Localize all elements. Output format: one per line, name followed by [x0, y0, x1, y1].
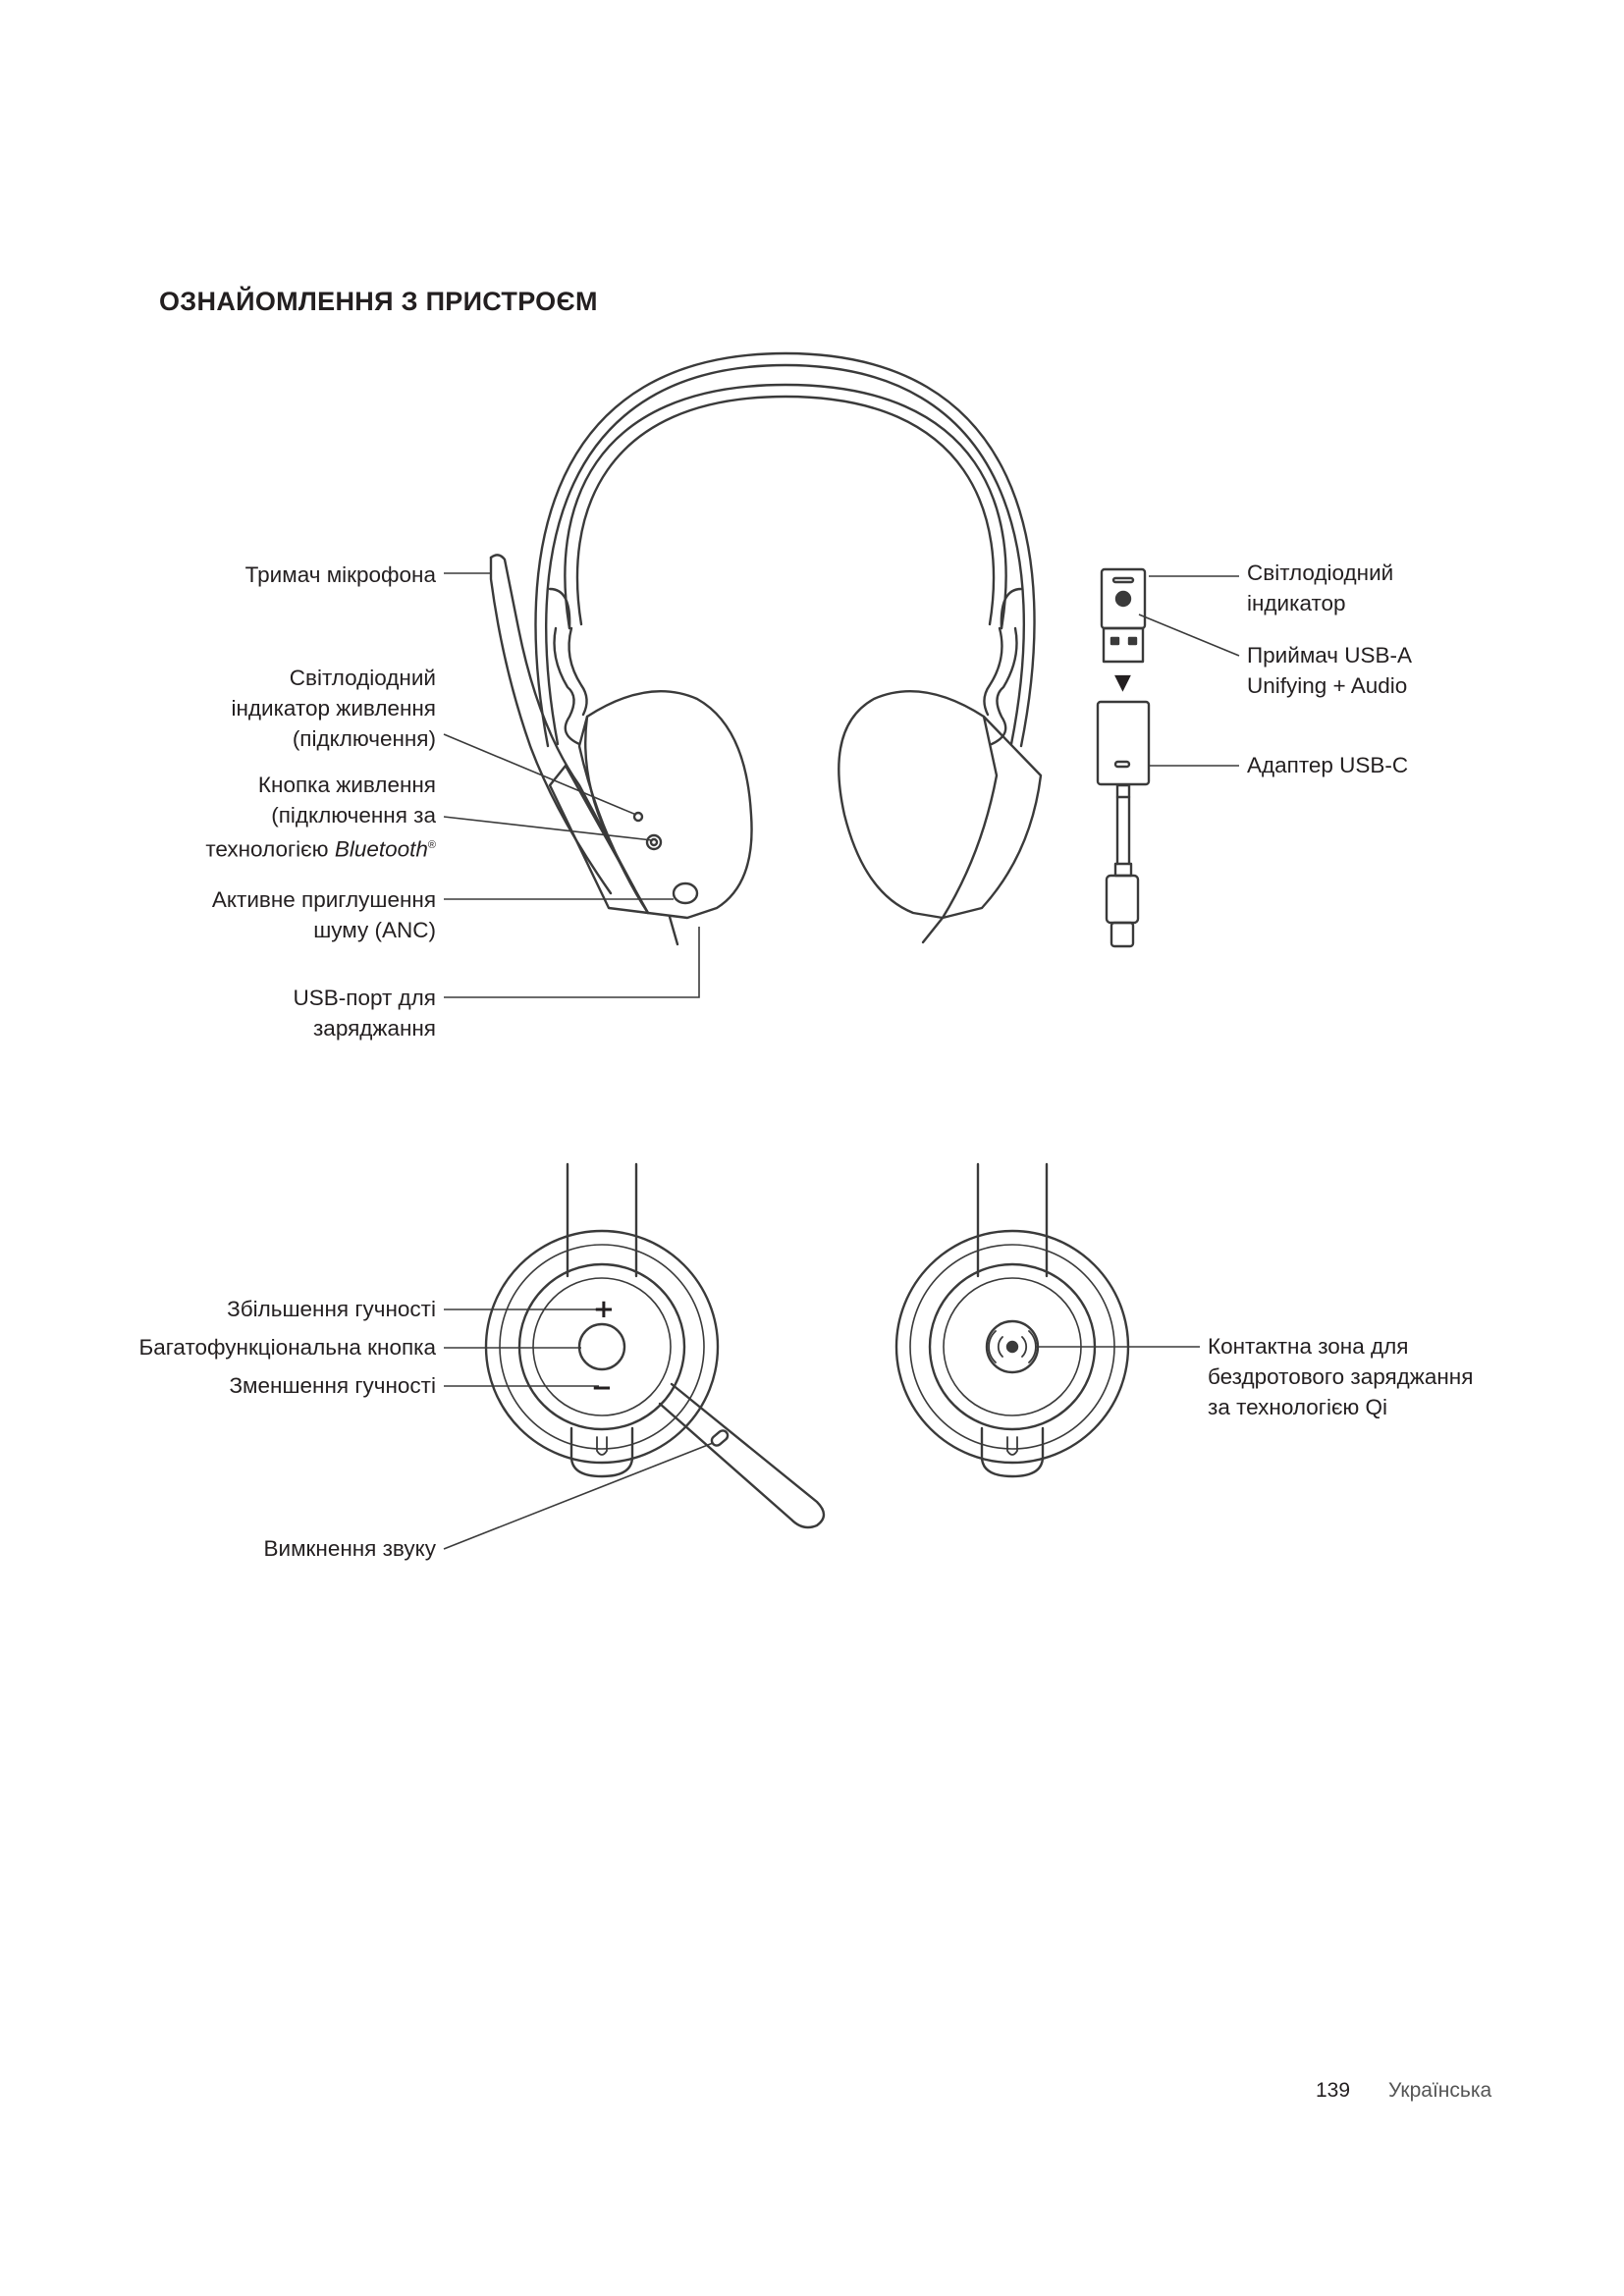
- label-qi-zone: Контактна зона для бездротового заряджання за технологією Qi: [1208, 1334, 1474, 1419]
- page-title: ОЗНАЙОМЛЕННЯ З ПРИСТРОЄМ: [159, 287, 598, 316]
- page-number: 139: [1316, 2079, 1351, 2102]
- left-earcup-side: [486, 1164, 824, 1527]
- headband: [536, 353, 1035, 746]
- label-usb-c-adapter: Адаптер USB-C: [1247, 753, 1409, 777]
- label-mute: Вимкнення звуку: [263, 1536, 436, 1561]
- usb-a-receiver-icon: [1102, 569, 1145, 662]
- language-label: Українська: [1388, 2079, 1492, 2102]
- label-multifunction: Багатофункціональна кнопка: [138, 1335, 436, 1360]
- right-earcup: [839, 691, 1041, 942]
- label-volume-down: Зменшення гучності: [229, 1373, 436, 1398]
- minus-icon: −: [591, 1373, 613, 1403]
- left-earcup: [579, 691, 752, 944]
- label-usb-a-receiver: Приймач USB-A Unifying + Audio: [1247, 643, 1413, 698]
- label-power-led: Світлодіодний індикатор живлення (підключення): [231, 666, 436, 751]
- label-power-button: Кнопка живлення (підключення за технологією Bluetooth®: [205, 773, 436, 862]
- microphone-boom-icon: [491, 555, 634, 893]
- plus-icon: +: [593, 1295, 615, 1324]
- label-anc: Активне приглушення шуму (ANC): [211, 887, 436, 942]
- label-usb-port: USB-порт для заряджання: [293, 986, 436, 1041]
- right-earcup-side: [896, 1164, 1128, 1476]
- label-mic-holder: Тримач мікрофона: [244, 562, 436, 587]
- usb-c-adapter-icon: [1098, 702, 1149, 946]
- label-led-indicator: Світлодіодний індикатор: [1247, 561, 1394, 615]
- arrow-down-icon: ▼: [1114, 670, 1131, 695]
- label-volume-up: Збільшення гучності: [227, 1297, 436, 1321]
